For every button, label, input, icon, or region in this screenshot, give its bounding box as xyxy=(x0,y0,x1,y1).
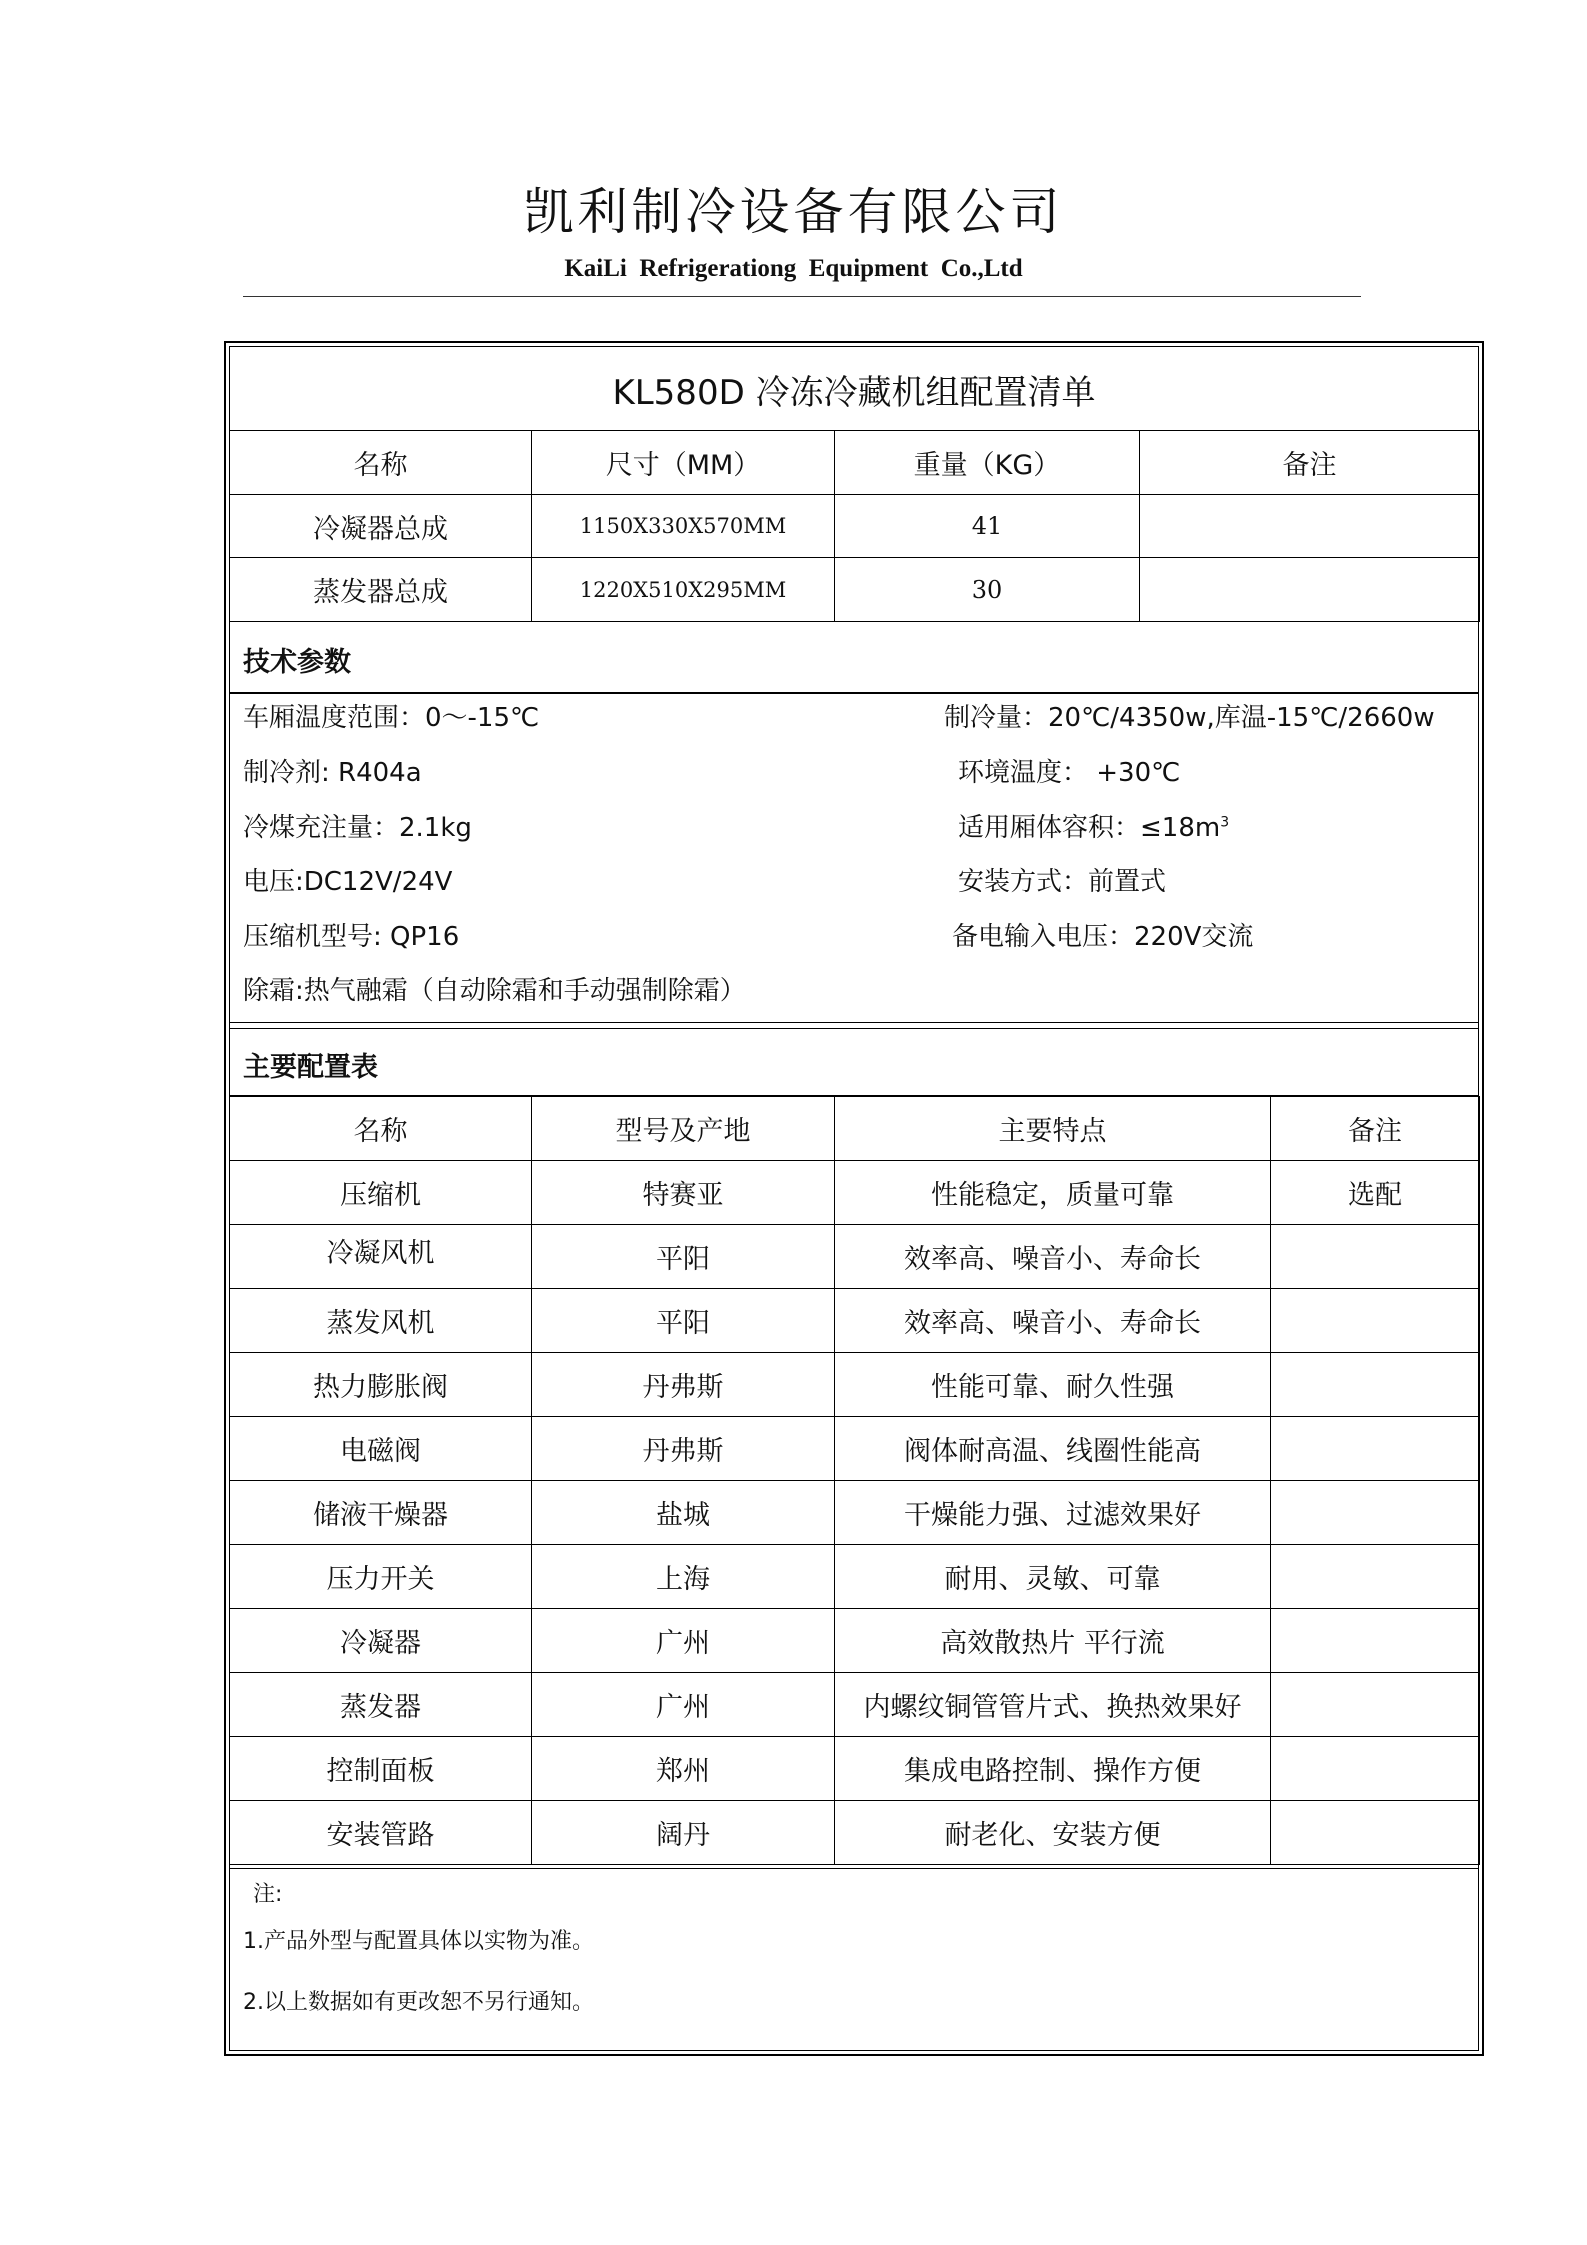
param-compressor-model: 压缩机型号: QP16 xyxy=(243,922,460,952)
notes-band xyxy=(229,1868,1479,2046)
param-ambient: 环境温度： +30℃ xyxy=(958,758,1181,788)
notes-label: 注: xyxy=(253,1882,283,1907)
config-cell-remark xyxy=(1271,1289,1480,1353)
table-row xyxy=(230,1609,1480,1673)
config-cell-name: 控制面板 xyxy=(230,1737,532,1801)
table-row xyxy=(230,1225,1480,1289)
config-header-remark: 备注 xyxy=(1271,1097,1480,1161)
table-row xyxy=(230,1545,1480,1609)
param-volume-text: 适用厢体容积：≤18m xyxy=(958,813,1221,843)
table-row xyxy=(230,1673,1480,1737)
param-capacity: 制冷量：20℃/4350w,库温-15℃/2660w xyxy=(944,703,1435,733)
table-row xyxy=(230,558,1480,622)
config-cell-remark xyxy=(1271,1801,1480,1865)
config-cell-model: 丹弗斯 xyxy=(532,1417,835,1481)
param-charge: 冷煤充注量：2.1kg xyxy=(243,813,472,843)
config-cell-remark xyxy=(1271,1673,1480,1737)
config-cell-remark xyxy=(1271,1609,1480,1673)
config-cell-features: 耐用、灵敏、可靠 xyxy=(835,1545,1271,1609)
config-cell-features: 集成电路控制、操作方便 xyxy=(835,1737,1271,1801)
table-row xyxy=(230,1161,1480,1225)
config-cell-remark xyxy=(1271,1737,1480,1801)
config-cell-features: 耐老化、安装方便 xyxy=(835,1801,1271,1865)
dimensions-table xyxy=(229,430,1480,622)
config-cell-features: 内螺纹铜管管片式、换热效果好 xyxy=(835,1673,1271,1737)
config-cell-model: 郑州 xyxy=(532,1737,835,1801)
table-row xyxy=(230,1417,1480,1481)
config-cell-name: 蒸发器 xyxy=(230,1673,532,1737)
config-cell-remark xyxy=(1271,1417,1480,1481)
dimension-cell-size: 1150X330X570MM xyxy=(532,495,835,558)
config-cell-name: 电磁阀 xyxy=(230,1417,532,1481)
param-voltage: 电压:DC12V/24V xyxy=(243,867,453,897)
config-cell-remark xyxy=(1271,1545,1480,1609)
table-row xyxy=(230,495,1480,558)
config-header-name: 名称 xyxy=(230,1097,532,1161)
dimension-cell-name: 冷凝器总成 xyxy=(230,495,532,558)
config-table xyxy=(229,1096,1480,1865)
config-cell-remark: 选配 xyxy=(1271,1161,1480,1225)
param-defrost: 除霜:热气融霜（自动除霜和手动强制除霜） xyxy=(243,976,746,1006)
note-item: 1.产品外型与配置具体以实物为准。 xyxy=(243,1929,594,1954)
dimension-cell-weight: 41 xyxy=(835,495,1140,558)
param-volume-superscript: 3 xyxy=(1220,814,1230,831)
config-cell-model: 平阳 xyxy=(532,1289,835,1353)
config-cell-features: 性能稳定，质量可靠 xyxy=(835,1161,1271,1225)
header-divider xyxy=(243,296,1361,297)
table-row xyxy=(230,1801,1480,1865)
tech-params-label: 技术参数 xyxy=(243,647,351,678)
table-row xyxy=(230,1481,1480,1545)
dimension-cell-name: 蒸发器总成 xyxy=(230,558,532,622)
config-cell-features: 效率高、噪音小、寿命长 xyxy=(835,1225,1271,1289)
param-backup-voltage: 备电输入电压：220V交流 xyxy=(952,922,1254,952)
config-cell-model: 盐城 xyxy=(532,1481,835,1545)
dimension-cell-remark xyxy=(1140,558,1480,622)
table-row xyxy=(230,1289,1480,1353)
config-cell-features: 阀体耐高温、线圈性能高 xyxy=(835,1417,1271,1481)
config-cell-name: 压力开关 xyxy=(230,1545,532,1609)
dimension-cell-weight: 30 xyxy=(835,558,1140,622)
config-header-features: 主要特点 xyxy=(835,1097,1271,1161)
config-cell-features: 性能可靠、耐久性强 xyxy=(835,1353,1271,1417)
config-header-row xyxy=(230,1097,1480,1161)
table-row xyxy=(230,1737,1480,1801)
config-cell-model: 平阳 xyxy=(532,1225,835,1289)
note-item: 2.以上数据如有更改恕不另行通知。 xyxy=(243,1990,594,2015)
config-cell-model: 上海 xyxy=(532,1545,835,1609)
company-name-chinese: 凯利制冷设备有限公司 xyxy=(523,183,1064,241)
config-cell-name: 蒸发风机 xyxy=(230,1289,532,1353)
config-cell-model: 特赛亚 xyxy=(532,1161,835,1225)
config-cell-name: 热力膨胀阀 xyxy=(230,1353,532,1417)
config-cell-name: 储液干燥器 xyxy=(230,1481,532,1545)
param-volume xyxy=(958,807,1229,844)
config-header-model: 型号及产地 xyxy=(532,1097,835,1161)
dimensions-header-weight: 重量（KG） xyxy=(835,431,1140,495)
param-refrigerant: 制冷剂: R404a xyxy=(243,758,422,788)
config-cell-remark xyxy=(1271,1225,1480,1289)
dimension-cell-remark xyxy=(1140,495,1480,558)
dimensions-header-remark: 备注 xyxy=(1140,431,1480,495)
tech-params-band xyxy=(229,621,1479,693)
config-cell-name: 压缩机 xyxy=(230,1161,532,1225)
config-cell-model: 广州 xyxy=(532,1673,835,1737)
config-cell-features: 效率高、噪音小、寿命长 xyxy=(835,1289,1271,1353)
config-cell-features: 干燥能力强、过滤效果好 xyxy=(835,1481,1271,1545)
param-temp-range: 车厢温度范围：0～-15℃ xyxy=(243,703,540,733)
config-cell-name: 冷凝器 xyxy=(230,1609,532,1673)
param-install: 安装方式：前置式 xyxy=(958,867,1167,897)
dimension-cell-size: 1220X510X295MM xyxy=(532,558,835,622)
config-cell-model: 阔丹 xyxy=(532,1801,835,1865)
company-name-english: KaiLi Refrigerationg Equipment Co.,Ltd xyxy=(564,255,1023,282)
config-label: 主要配置表 xyxy=(243,1052,378,1083)
config-cell-name: 安装管路 xyxy=(230,1801,532,1865)
config-band xyxy=(229,1028,1479,1096)
config-cell-features: 高效散热片 平行流 xyxy=(835,1609,1271,1673)
config-cell-remark xyxy=(1271,1481,1480,1545)
config-cell-remark xyxy=(1271,1353,1480,1417)
config-cell-name: 冷凝风机 xyxy=(230,1225,532,1289)
document-title: KL580D 冷冻冷藏机组配置清单 xyxy=(612,372,1096,413)
config-cell-model: 广州 xyxy=(532,1609,835,1673)
dimensions-header-size: 尺寸（MM） xyxy=(532,431,835,495)
table-row xyxy=(230,1353,1480,1417)
dimensions-header-name: 名称 xyxy=(230,431,532,495)
dimensions-header-row xyxy=(230,431,1480,495)
config-cell-model: 丹弗斯 xyxy=(532,1353,835,1417)
